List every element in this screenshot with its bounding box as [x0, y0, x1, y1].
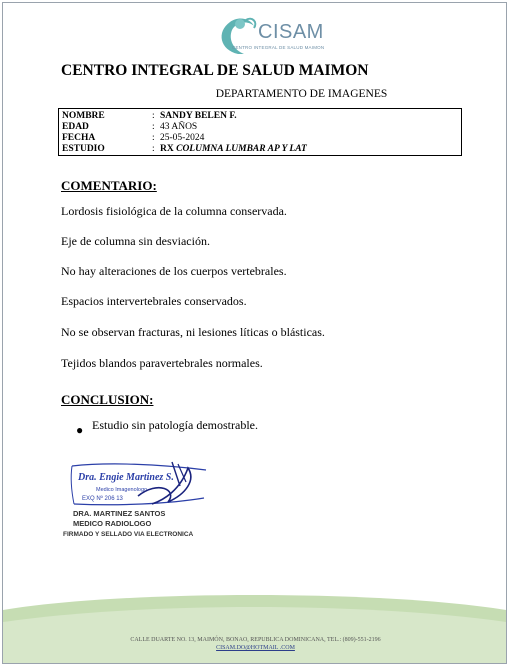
logo-name: CISAM [258, 21, 324, 43]
info-value: SANDY BELEN F. [160, 111, 237, 121]
footer-decoration [3, 588, 506, 663]
doctor-role: MEDICO RADIOLOGO [73, 519, 152, 528]
comment-paragraph: No se observan fracturas, ni lesiones líticas o blásticas. [61, 325, 325, 339]
signature-note: FIRMADO Y SELLADO VIA ELECTRONICA [63, 531, 194, 538]
comment-paragraph: Tejidos blandos paravertebrales normales. [61, 356, 263, 370]
svg-text:EXQ Nº 206 13: EXQ Nº 206 13 [82, 496, 123, 502]
department-title: DEPARTAMENTO DE IMAGENES [215, 88, 388, 100]
footer-email-link[interactable]: CISAM.DO@HOTMAIL .COM [216, 645, 295, 651]
comment-paragraph: Eje de columna sin desviación. [61, 234, 210, 248]
comment-paragraph: Espacios intervertebrales conservados. [61, 294, 247, 308]
svg-text:Dra. Engie Martinez S.: Dra. Engie Martinez S. [78, 472, 174, 483]
document-title: CENTRO INTEGRAL DE SALUD MAIMON [61, 62, 369, 79]
conclusion-item: Estudio sin patología demostrable. [92, 418, 258, 432]
study-prefix: RX [160, 144, 174, 154]
logo-subtitle: CENTRO INTEGRAL DE SALUD MAIMON [232, 45, 325, 50]
info-label: NOMBRE [62, 111, 105, 121]
info-colon: : [152, 122, 155, 132]
svg-text:Medico Imagenologo: Medico Imagenologo [96, 487, 148, 493]
info-label: ESTUDIO [62, 144, 105, 154]
doctor-name: DRA. MARTINEZ SANTOS [73, 509, 166, 518]
comment-paragraph: No hay alteraciones de los cuerpos vertebrales. [61, 264, 287, 278]
bullet-icon: ● [76, 423, 84, 437]
comment-heading: COMENTARIO: [61, 178, 157, 193]
info-value [160, 144, 307, 154]
info-label: FECHA [62, 133, 96, 143]
info-label: EDAD [62, 122, 89, 132]
study-name: COLUMNA LUMBAR AP Y LAT [176, 144, 307, 154]
info-colon: : [152, 144, 155, 154]
patient-info-box [58, 108, 462, 156]
comment-paragraph: Lordosis fisiológica de la columna conservada. [61, 204, 287, 218]
conclusion-heading: CONCLUSION: [61, 392, 154, 407]
info-colon: : [152, 111, 155, 121]
info-value: 25-05-2024 [160, 133, 205, 143]
signature-stamp-icon [68, 460, 210, 508]
info-value: 43 AÑOS [160, 122, 198, 132]
signature-name [73, 509, 165, 529]
footer-address: CALLE DUARTE NO. 13, MAIMÓN, BONAO, REPUBLICA DOMINICANA, TEL.: (809)-551-2196 [130, 637, 381, 643]
info-colon: : [152, 133, 155, 143]
